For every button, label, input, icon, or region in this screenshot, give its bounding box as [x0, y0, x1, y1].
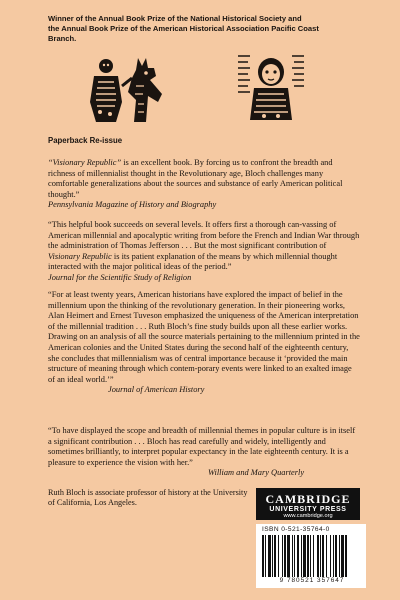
- barcode-bar: [339, 535, 340, 577]
- barcode-bar: [326, 535, 327, 577]
- quote-body: “This helpful book succeeds on several levels. It offers first a thorough can-vassing of American millennial and apocalyptic writing from before the French and Indian War through the administration of Thomas Jefferson . . . But the most significant contribution of: [48, 220, 360, 251]
- prize-line: Winner of the Annual Book Prize of the National Historical Society and: [48, 14, 302, 23]
- prize-line: Branch.: [48, 34, 77, 43]
- barcode-bar: [335, 535, 337, 577]
- review-text: “For at least twenty years, American historians have explored the impact of belief in the millennium upon the thinking of the revolutionary generation. In their pioneering works, Alan Heimert and Ernest Tuveson emphasized the uniqueness of the American interpretation of the millennial tradition . . . Ruth Bloch’s fine study builds upon all these earlier works. Drawing on an analysis of all the source materials pertaining to the millennium printed in the American colonies and the United States during the second half of the eighteenth century, she concludes that millennialism was of central importance because it ‘provided the main structure of meaning through which contem-porary events were linked to an exalted image of an ideal world.’”: [48, 290, 360, 384]
- prize-statement: [48, 14, 368, 44]
- paperback-reissue-label: Paperback Re-issue: [48, 136, 123, 145]
- barcode-bar: [345, 535, 347, 577]
- barcode-bar: [265, 535, 266, 577]
- book-title-italic: Visionary Republic: [48, 251, 112, 261]
- barcode-bar: [307, 535, 309, 577]
- barcode-bar: [294, 535, 295, 577]
- barcode-bar: [320, 535, 321, 577]
- review-quote: [48, 426, 360, 479]
- book-title-italic: “Visionary Republic”: [48, 158, 122, 167]
- review-source: Pennsylvania Magazine of History and Biography: [48, 200, 217, 210]
- publisher-logo: [256, 488, 360, 520]
- review-source: William and Mary Quarterly: [208, 468, 305, 478]
- barcode-bar: [274, 535, 276, 577]
- barcode-number: 9 780521 357647: [258, 577, 366, 584]
- barcode-bar: [301, 535, 302, 577]
- barcode-bar: [341, 535, 344, 577]
- quote-body: is its patient explanation of the means by which millennial thought interacted with the major political ideas of the period.”: [48, 251, 338, 272]
- woodcut-portrait-illustration: [236, 52, 306, 122]
- woodcut-figures-illustration: [88, 56, 172, 124]
- barcode-bar: [313, 535, 314, 577]
- barcode-bar: [282, 535, 283, 577]
- prize-line: the Annual Book Prize of the American Historical Association Pacific Coast: [48, 24, 319, 33]
- review-quote: [48, 290, 360, 396]
- review-source: Journal for the Scientific Study of Religion: [48, 272, 192, 282]
- publisher-name: CAMBRIDGE: [265, 492, 351, 506]
- isbn-number: ISBN 0-521-35764-0: [262, 526, 330, 533]
- barcode-bar: [268, 535, 271, 577]
- barcode-bar: [287, 535, 290, 577]
- review-text: [48, 158, 360, 200]
- barcode-bar: [330, 535, 331, 577]
- barcode-bar: [272, 535, 273, 577]
- barcode-bar: [278, 535, 279, 577]
- barcode-bar: [284, 535, 286, 577]
- barcode-bar: [322, 535, 324, 577]
- review-text: [48, 220, 360, 273]
- quote-body: is an excellent book. By forcing us to confront the breadth and richness of millennialist thought in the Revolutionary age, Bloch challenges many comfortable generalizations about the sources and substance of early American political thought.”: [48, 158, 343, 199]
- author-bio: Ruth Bloch is associate professor of history at the University of California, Los Angeles.: [48, 488, 248, 508]
- barcode-bar: [292, 535, 293, 577]
- barcode-icon: [260, 535, 362, 579]
- barcode-bar: [297, 535, 299, 577]
- publisher-url: www.cambridge.org: [283, 513, 333, 519]
- isbn-barcode-block: [256, 524, 366, 588]
- barcode-bar: [317, 535, 319, 577]
- publisher-press: UNIVERSITY PRESS: [269, 506, 347, 513]
- review-source: Journal of American History: [108, 385, 205, 395]
- review-quote: [48, 220, 360, 284]
- barcode-bar: [333, 535, 334, 577]
- barcode-bar: [310, 535, 311, 577]
- review-quote: [48, 158, 360, 211]
- review-text: “To have displayed the scope and breadth of millennial themes in popular culture is in itself a significant contribution . . . Bloch has read carefully and widely, intelligently and sometimes brilliantly, to interpret popular expectancy in the late eighteenth century. It is a pleasure to experience the vision with her.”: [48, 426, 356, 467]
- barcode-bar: [303, 535, 306, 577]
- barcode-bar: [262, 535, 264, 577]
